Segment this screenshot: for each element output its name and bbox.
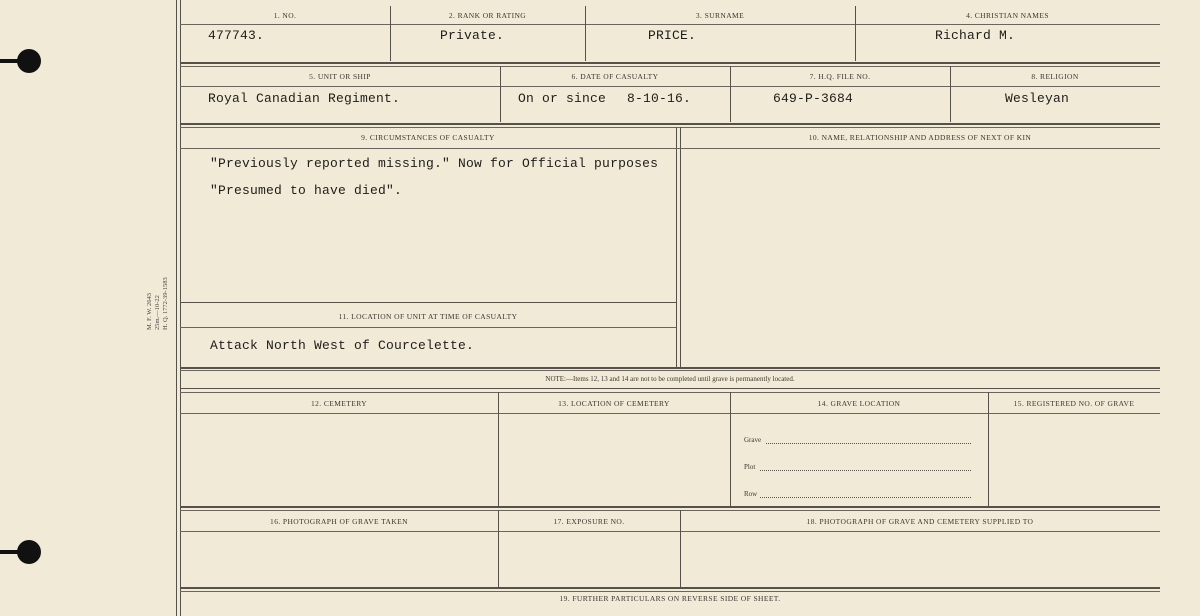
photograph-supplied-label: 18. PHOTOGRAPH OF GRAVE AND CEMETERY SUPPLIED TO [806, 517, 1034, 526]
row4-divider-3 [988, 392, 989, 506]
rank-value: Private. [440, 28, 505, 43]
row1-divider-2 [585, 6, 586, 61]
row5-divider-2 [680, 510, 681, 587]
religion-label: 8. RELIGION [1031, 72, 1079, 81]
date-value: 8-10-16. [627, 91, 692, 106]
grave-field-line [766, 443, 971, 444]
circumstances-line2: "Presumed to have died". [210, 183, 403, 198]
exposure-no-label: 17. EXPOSURE NO. [553, 517, 625, 526]
photograph-taken-label: 16. PHOTOGRAPH OF GRAVE TAKEN [270, 517, 408, 526]
row2-divider-3 [950, 66, 951, 122]
location-of-cemetery-label: 13. LOCATION OF CEMETERY [558, 399, 670, 408]
row3-label-rule [180, 148, 1160, 149]
row4-bottom-rule [180, 506, 1160, 508]
left-border-outer [176, 0, 177, 616]
side-print [146, 277, 170, 330]
unit-value: Royal Canadian Regiment. [208, 91, 401, 106]
row5-divider-1 [498, 510, 499, 587]
further-particulars-label: 19. FURTHER PARTICULARS ON REVERSE SIDE OF SHEET. [559, 594, 781, 603]
row-field-label: Row [744, 490, 758, 498]
service-number: 477743. [208, 28, 265, 43]
row2-bottom-rule [180, 123, 1160, 125]
registered-no-label: 15. REGISTERED NO. OF GRAVE [1013, 399, 1135, 408]
row5-bottom-rule-2 [180, 591, 1160, 592]
row2-divider-1 [500, 66, 501, 122]
religion-value: Wesleyan [1005, 91, 1070, 106]
side-print-line3: H. Q. 1772-39-1583 [162, 277, 169, 330]
note-bottom-rule [180, 388, 1160, 389]
binder-hole-bottom [17, 540, 41, 564]
row4-divider-1 [498, 392, 499, 506]
row3-bottom-rule-2 [180, 370, 1160, 371]
surname-label: 3. SURNAME [695, 11, 745, 20]
hq-file-label: 7. H.Q. FILE NO. [809, 72, 871, 81]
row4-bottom-rule-2 [180, 510, 1160, 511]
row3-bottom-rule [180, 367, 1160, 369]
row2-label-rule [180, 86, 1160, 87]
circumstances-line1: "Previously reported missing." Now for Official purposes [210, 156, 659, 171]
grave-field-label: Grave [744, 436, 762, 444]
circumstances-label: 9. CIRCUMSTANCES OF CASUALTY [361, 133, 495, 142]
date-of-casualty-label: 6. DATE OF CASUALTY [571, 72, 659, 81]
row-field-line [760, 497, 971, 498]
side-print-line1: M. F. W. 2643 [146, 292, 153, 330]
christian-names-value: Richard M. [935, 28, 1016, 43]
christian-names-label: 4. CHRISTIAN NAMES [966, 11, 1049, 20]
no-label: 1. NO. [273, 11, 297, 20]
row5-bottom-rule [180, 587, 1160, 589]
row1-divider-3 [855, 6, 856, 61]
row1-bottom-rule-2 [180, 66, 1160, 67]
row5-label-rule [180, 531, 1160, 532]
surname-value: PRICE. [648, 28, 697, 43]
cemetery-label: 12. CEMETERY [310, 399, 368, 408]
hq-file-value: 649-P-3684 [773, 91, 854, 106]
grave-location-label: 14. GRAVE LOCATION [817, 399, 901, 408]
plot-field-line [760, 470, 971, 471]
rank-label: 2. RANK OR RATING [448, 11, 527, 20]
location-label: 11. LOCATION OF UNIT AT TIME OF CASUALTY [338, 312, 518, 321]
location-value: Attack North West of Courcelette. [210, 338, 475, 353]
location-label-rule [180, 327, 676, 328]
row2-divider-2 [730, 66, 731, 122]
row3-divider [676, 127, 677, 367]
binder-hole-top [17, 49, 41, 73]
row1-bottom-rule [180, 62, 1160, 64]
side-print-line2: 25m.—10-22 [154, 295, 161, 330]
row1-label-rule [180, 24, 1160, 25]
row4-divider-2 [730, 392, 731, 506]
unit-label: 5. UNIT OR SHIP [309, 72, 371, 81]
row4-label-rule [180, 413, 1160, 414]
note-text: NOTE:—Items 12, 13 and 14 are not to be completed until grave is permanently located. [545, 375, 795, 383]
row1-divider-1 [390, 6, 391, 61]
location-top-rule [180, 302, 676, 303]
row3-divider-2 [680, 127, 681, 367]
plot-field-label: Plot [744, 463, 756, 471]
note-bottom-rule-2 [180, 392, 1160, 393]
next-of-kin-label: 10. NAME, RELATIONSHIP AND ADDRESS OF NEXT OF KIN [808, 133, 1032, 142]
date-prefix: On or since [518, 91, 607, 106]
row2-bottom-rule-2 [180, 127, 1160, 128]
